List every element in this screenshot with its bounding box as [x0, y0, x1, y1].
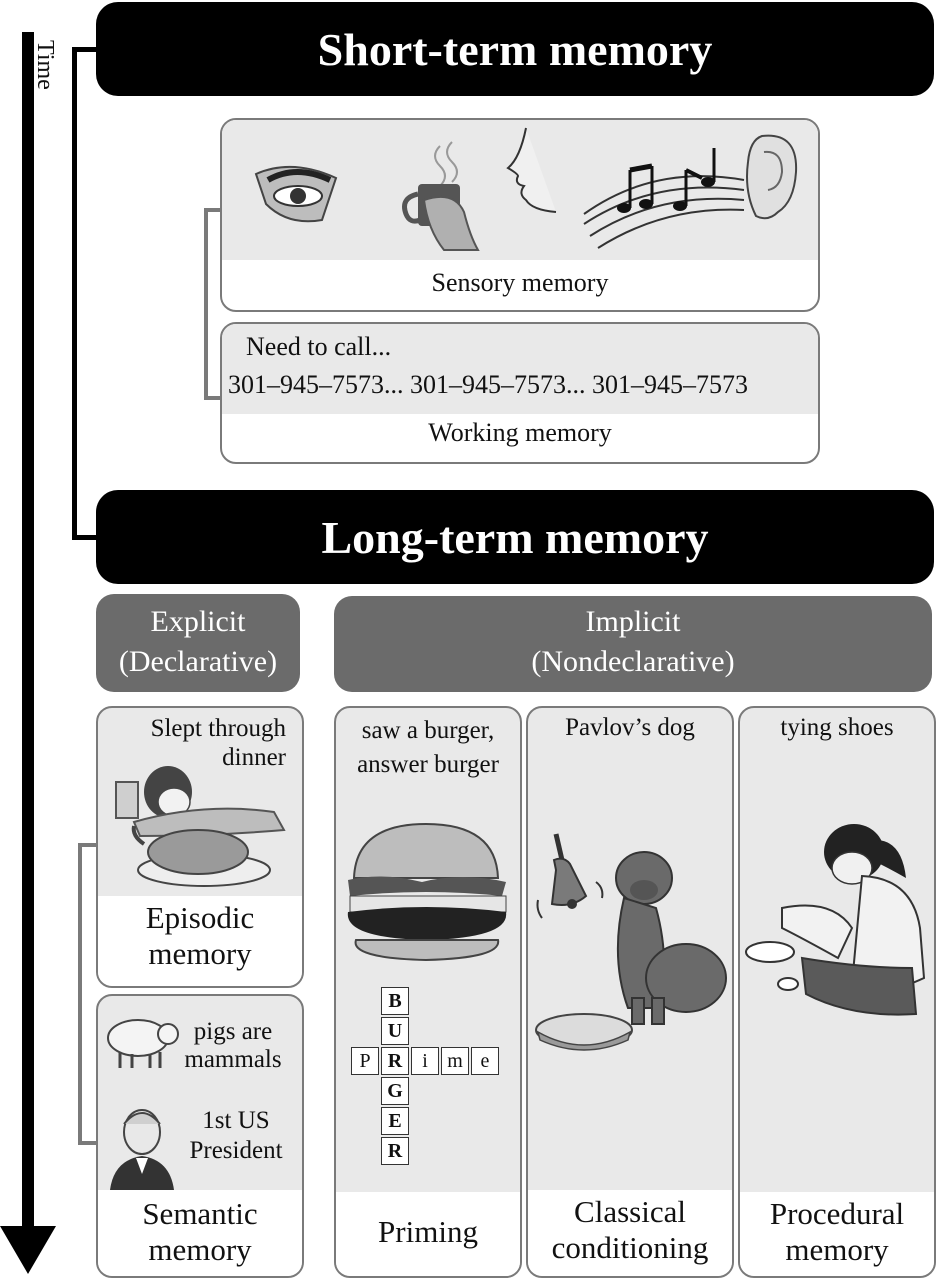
crossword-cell: R — [381, 1047, 409, 1075]
explicit-subtitle: (Declarative) — [118, 645, 278, 678]
working-memory-note: Need to call... — [246, 332, 392, 361]
crossword-cell: e — [471, 1047, 499, 1075]
implicit-category — [334, 596, 932, 692]
procedural-label-line-2: memory — [785, 1232, 889, 1267]
procedural-caption: tying shoes — [780, 714, 894, 741]
priming-caption-line-2: answer burger — [357, 751, 499, 778]
sleeping-girl-illustration — [104, 752, 294, 892]
president-fact-line-2: President — [189, 1137, 283, 1164]
coffee-cup-icon — [394, 140, 484, 250]
eye-icon — [252, 164, 342, 224]
classical-label-area — [528, 1190, 732, 1276]
president-fact-line-1: 1st US — [202, 1107, 270, 1134]
priming-label: Priming — [378, 1214, 478, 1249]
dog-illustration — [600, 848, 730, 1028]
episodic-label-line-2: memory — [148, 936, 252, 971]
working-memory-box — [220, 322, 820, 464]
connector-line — [78, 1141, 96, 1145]
short-term-memory-title: Short-term memory — [317, 23, 713, 75]
pig-icon — [102, 1008, 182, 1072]
explicit-title: Explicit — [150, 605, 246, 638]
crossword-cell: G — [381, 1077, 409, 1105]
semantic-label-line-2: memory — [148, 1232, 252, 1267]
procedural-label-line-1: Procedural — [769, 1196, 905, 1231]
crossword-cell: i — [411, 1047, 439, 1075]
connector-line — [72, 47, 77, 539]
classical-label-line-1: Classical — [574, 1194, 686, 1229]
pig-fact-line-2: mammals — [184, 1046, 282, 1073]
short-term-memory-banner — [96, 2, 934, 96]
connector-line — [72, 535, 98, 540]
time-arrowhead — [0, 1226, 60, 1276]
episodic-label-line-1: Episodic — [145, 900, 255, 935]
crossword-cell: P — [351, 1047, 379, 1075]
sensory-memory-box — [220, 118, 820, 312]
crossword-cell: B — [381, 987, 409, 1015]
explicit-category — [96, 594, 300, 692]
pig-fact — [178, 1018, 288, 1074]
ear-icon — [742, 132, 802, 232]
episodic-memory-box — [96, 706, 304, 988]
sensory-memory-label: Sensory memory — [431, 268, 609, 297]
connector-line — [78, 843, 96, 847]
priming-caption-line-1: saw a burger, — [361, 717, 495, 744]
connector-line — [204, 208, 208, 398]
connector-line — [72, 47, 98, 52]
classical-caption: Pavlov’s dog — [565, 714, 695, 741]
semantic-memory-box — [96, 994, 304, 1278]
episodic-label-area — [98, 896, 302, 986]
implicit-title: Implicit — [585, 605, 681, 638]
crossword-puzzle — [336, 708, 520, 1178]
crossword-cell: U — [381, 1017, 409, 1045]
procedural-memory-box — [738, 706, 936, 1278]
semantic-label-line-1: Semantic — [142, 1196, 258, 1231]
pie-illustration — [532, 1002, 642, 1052]
sensory-illustration-area — [222, 120, 818, 260]
long-term-memory-banner — [96, 490, 934, 584]
episodic-caption-line-2: dinner — [222, 744, 286, 771]
classical-label-line-2: conditioning — [551, 1230, 709, 1265]
phone-number-repeat: 301–945–7573... 301–945–7573... 301–945–7573 — [228, 370, 748, 399]
implicit-subtitle: (Nondeclarative) — [531, 645, 735, 678]
classical-conditioning-box — [526, 706, 734, 1278]
pig-fact-line-1: pigs are — [193, 1018, 273, 1045]
procedural-label-area — [740, 1192, 934, 1276]
president-fact — [178, 1106, 294, 1166]
priming-label-area — [336, 1192, 520, 1276]
time-label: Time — [32, 40, 58, 90]
semantic-label-area — [98, 1190, 302, 1276]
episodic-caption-line-1: Slept through — [150, 715, 286, 742]
crossword-cell: E — [381, 1107, 409, 1135]
crossword-cell: m — [441, 1047, 469, 1075]
child-tying-shoes-illustration — [742, 818, 932, 1028]
priming-box — [334, 706, 522, 1278]
long-term-memory-title: Long-term memory — [321, 511, 709, 563]
connector-line — [78, 843, 82, 1143]
music-notes-icon — [584, 144, 754, 254]
bell-icon — [536, 830, 606, 920]
crossword-cell: R — [381, 1137, 409, 1165]
working-memory-label: Working memory — [428, 418, 612, 447]
nose-icon — [504, 128, 574, 218]
washington-portrait-icon — [104, 1102, 184, 1192]
